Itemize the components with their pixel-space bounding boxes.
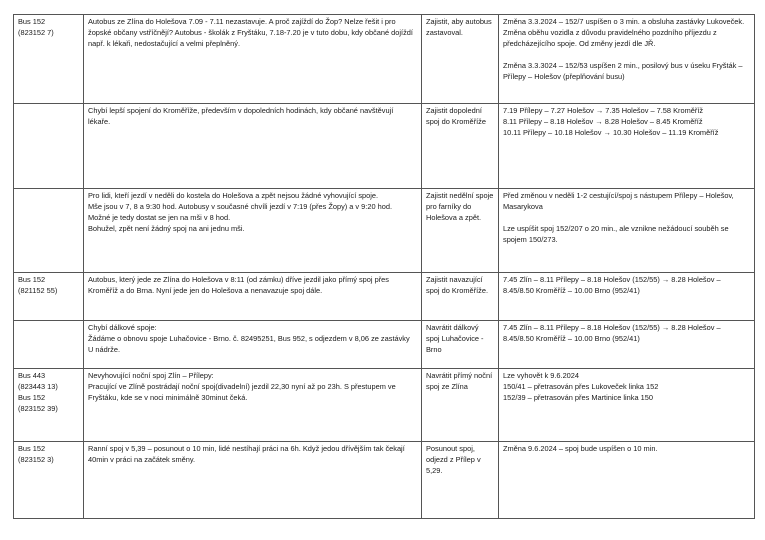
table-row bbox=[14, 15, 755, 104]
problem-cell: Nevyhovující noční spoj Zlín – Přílepy: Pracující ve Zlíně postrádají noční spoj(divadelní) jezdil 22,30 nyní až po 23h. S přestupem ve Fryštáku, kde se v noci minimálně 30minut čeká. bbox=[84, 369, 422, 442]
line-cell: Bus 152 (823152 7) bbox=[14, 15, 84, 104]
request-cell: Posunout spoj, odjezd z Přílep v 5,29. bbox=[422, 442, 499, 519]
line-cell bbox=[14, 189, 84, 273]
request-cell: Zajistit navazující spoj do Kroměříže. bbox=[422, 273, 499, 321]
table-row bbox=[14, 442, 755, 519]
problem-cell: Autobus, který jede ze Zlína do Holešova v 8:11 (od zámku) dříve jezdil jako přímý spoj přes Kroměříž a do Brna. Nyní jede jen do Holešova a nenavazuje spoj dále. bbox=[84, 273, 422, 321]
problem-cell: Chybí dálkové spoje: Žádáme o obnovu spoje Luhačovice - Brno. č. 82495251, Bus 952, s odjezdem v 8,06 ze zastávky U nádrže. bbox=[84, 321, 422, 369]
line-cell bbox=[14, 104, 84, 189]
request-cell: Navrátit přímý noční spoj ze Zlína bbox=[422, 369, 499, 442]
response-cell: Změna 9.6.2024 – spoj bude uspíšen o 10 min. bbox=[499, 442, 755, 519]
line-cell: Bus 152 (823152 3) bbox=[14, 442, 84, 519]
response-cell: 7.19 Přílepy – 7.27 Holešov → 7.35 Holešov – 7.58 Kroměříž 8.11 Přílepy – 8.18 Holešov → 8.28 Holešov – 8.45 Kroměříž 10.11 Přílepy – 10.18 Holešov → 10.30 Holešov – 11.19 Kroměříž bbox=[499, 104, 755, 189]
request-cell: Zajistit, aby autobus zastavoval. bbox=[422, 15, 499, 104]
problem-cell: Autobus ze Zlína do Holešova 7.09 - 7.11 nezastavuje. A proč zajíždí do Žop? Nelze řešit i pro žopské občany vstříčnějí? Autobus - školák z Fryštáku, 7.18-7.20 je v tuto dobu, kdy občané dojíždí např. k lékaři, nedostačující a velmi přeplněný. bbox=[84, 15, 422, 104]
requests-table bbox=[13, 14, 755, 519]
line-cell: Bus 443 (823443 13) Bus 152 (823152 39) bbox=[14, 369, 84, 442]
response-cell: Před změnou v neděli 1-2 cestující/spoj s nástupem Přílepy – Holešov, Masarykova Lze uspíšit spoj 152/207 o 20 min., ale vznikne nežádoucí souběh se spojem 150/273. bbox=[499, 189, 755, 273]
request-cell: Zajistit dopolední spoj do Kroměříže bbox=[422, 104, 499, 189]
line-cell bbox=[14, 321, 84, 369]
table-row bbox=[14, 273, 755, 321]
problem-cell: Pro lidi, kteří jezdí v neděli do kostela do Holešova a zpět nejsou žádné vyhovující spoje. Mše jsou v 7, 8 a 9:30 hod. Autobusy v současné chvíli jezdí v 7:19 (přes Žopy) a v 9:20 hod. Možné je tedy dostat se jen na mši v 8 hod. Bohužel, zpět není žádný spoj na ani jednu mši. bbox=[84, 189, 422, 273]
response-cell: 7.45 Zlín – 8.11 Přílepy – 8.18 Holešov (152/55) → 8.28 Holešov – 8.45/8.50 Kroměříž – 10.00 Brno (952/41) bbox=[499, 321, 755, 369]
problem-cell: Ranní spoj v 5,39 – posunout o 10 min, lidé nestíhají práci na 6h. Když jedou dřívějším tak čekají 40min v práci na začátek směny. bbox=[84, 442, 422, 519]
table-row bbox=[14, 369, 755, 442]
table-row bbox=[14, 189, 755, 273]
table-row bbox=[14, 321, 755, 369]
response-cell: 7.45 Zlín – 8.11 Přílepy – 8.18 Holešov (152/55) → 8.28 Holešov – 8.45/8.50 Kroměříž – 10.00 Brno (952/41) bbox=[499, 273, 755, 321]
table-row bbox=[14, 104, 755, 189]
line-cell: Bus 152 (821152 55) bbox=[14, 273, 84, 321]
request-cell: Navrátit dálkový spoj Luhačovice - Brno bbox=[422, 321, 499, 369]
request-cell: Zajistit nedělní spoje pro farníky do Holešova a zpět. bbox=[422, 189, 499, 273]
response-cell: Lze vyhovět k 9.6.2024 150/41 – přetrasován přes Lukoveček linka 152 152/39 – přetrasován přes Martinice linka 150 bbox=[499, 369, 755, 442]
problem-cell: Chybí lepší spojení do Kroměříže, především v dopoledních hodinách, kdy občané navštěvují lékaře. bbox=[84, 104, 422, 189]
response-cell: Změna 3.3.2024 – 152/7 uspíšen o 3 min. a obsluha zastávky Lukoveček. Změna oběhu vozidla z důvodu pravidelného pozdního příjezdu z předcházejícího spoje. Od změny jezdí dle JŘ. Změna 3.3.3024 – 152/53 uspíšen 2 min., posilový bus v úseku Fryšták – Přílepy – Holešov (přeplňování busu) bbox=[499, 15, 755, 104]
